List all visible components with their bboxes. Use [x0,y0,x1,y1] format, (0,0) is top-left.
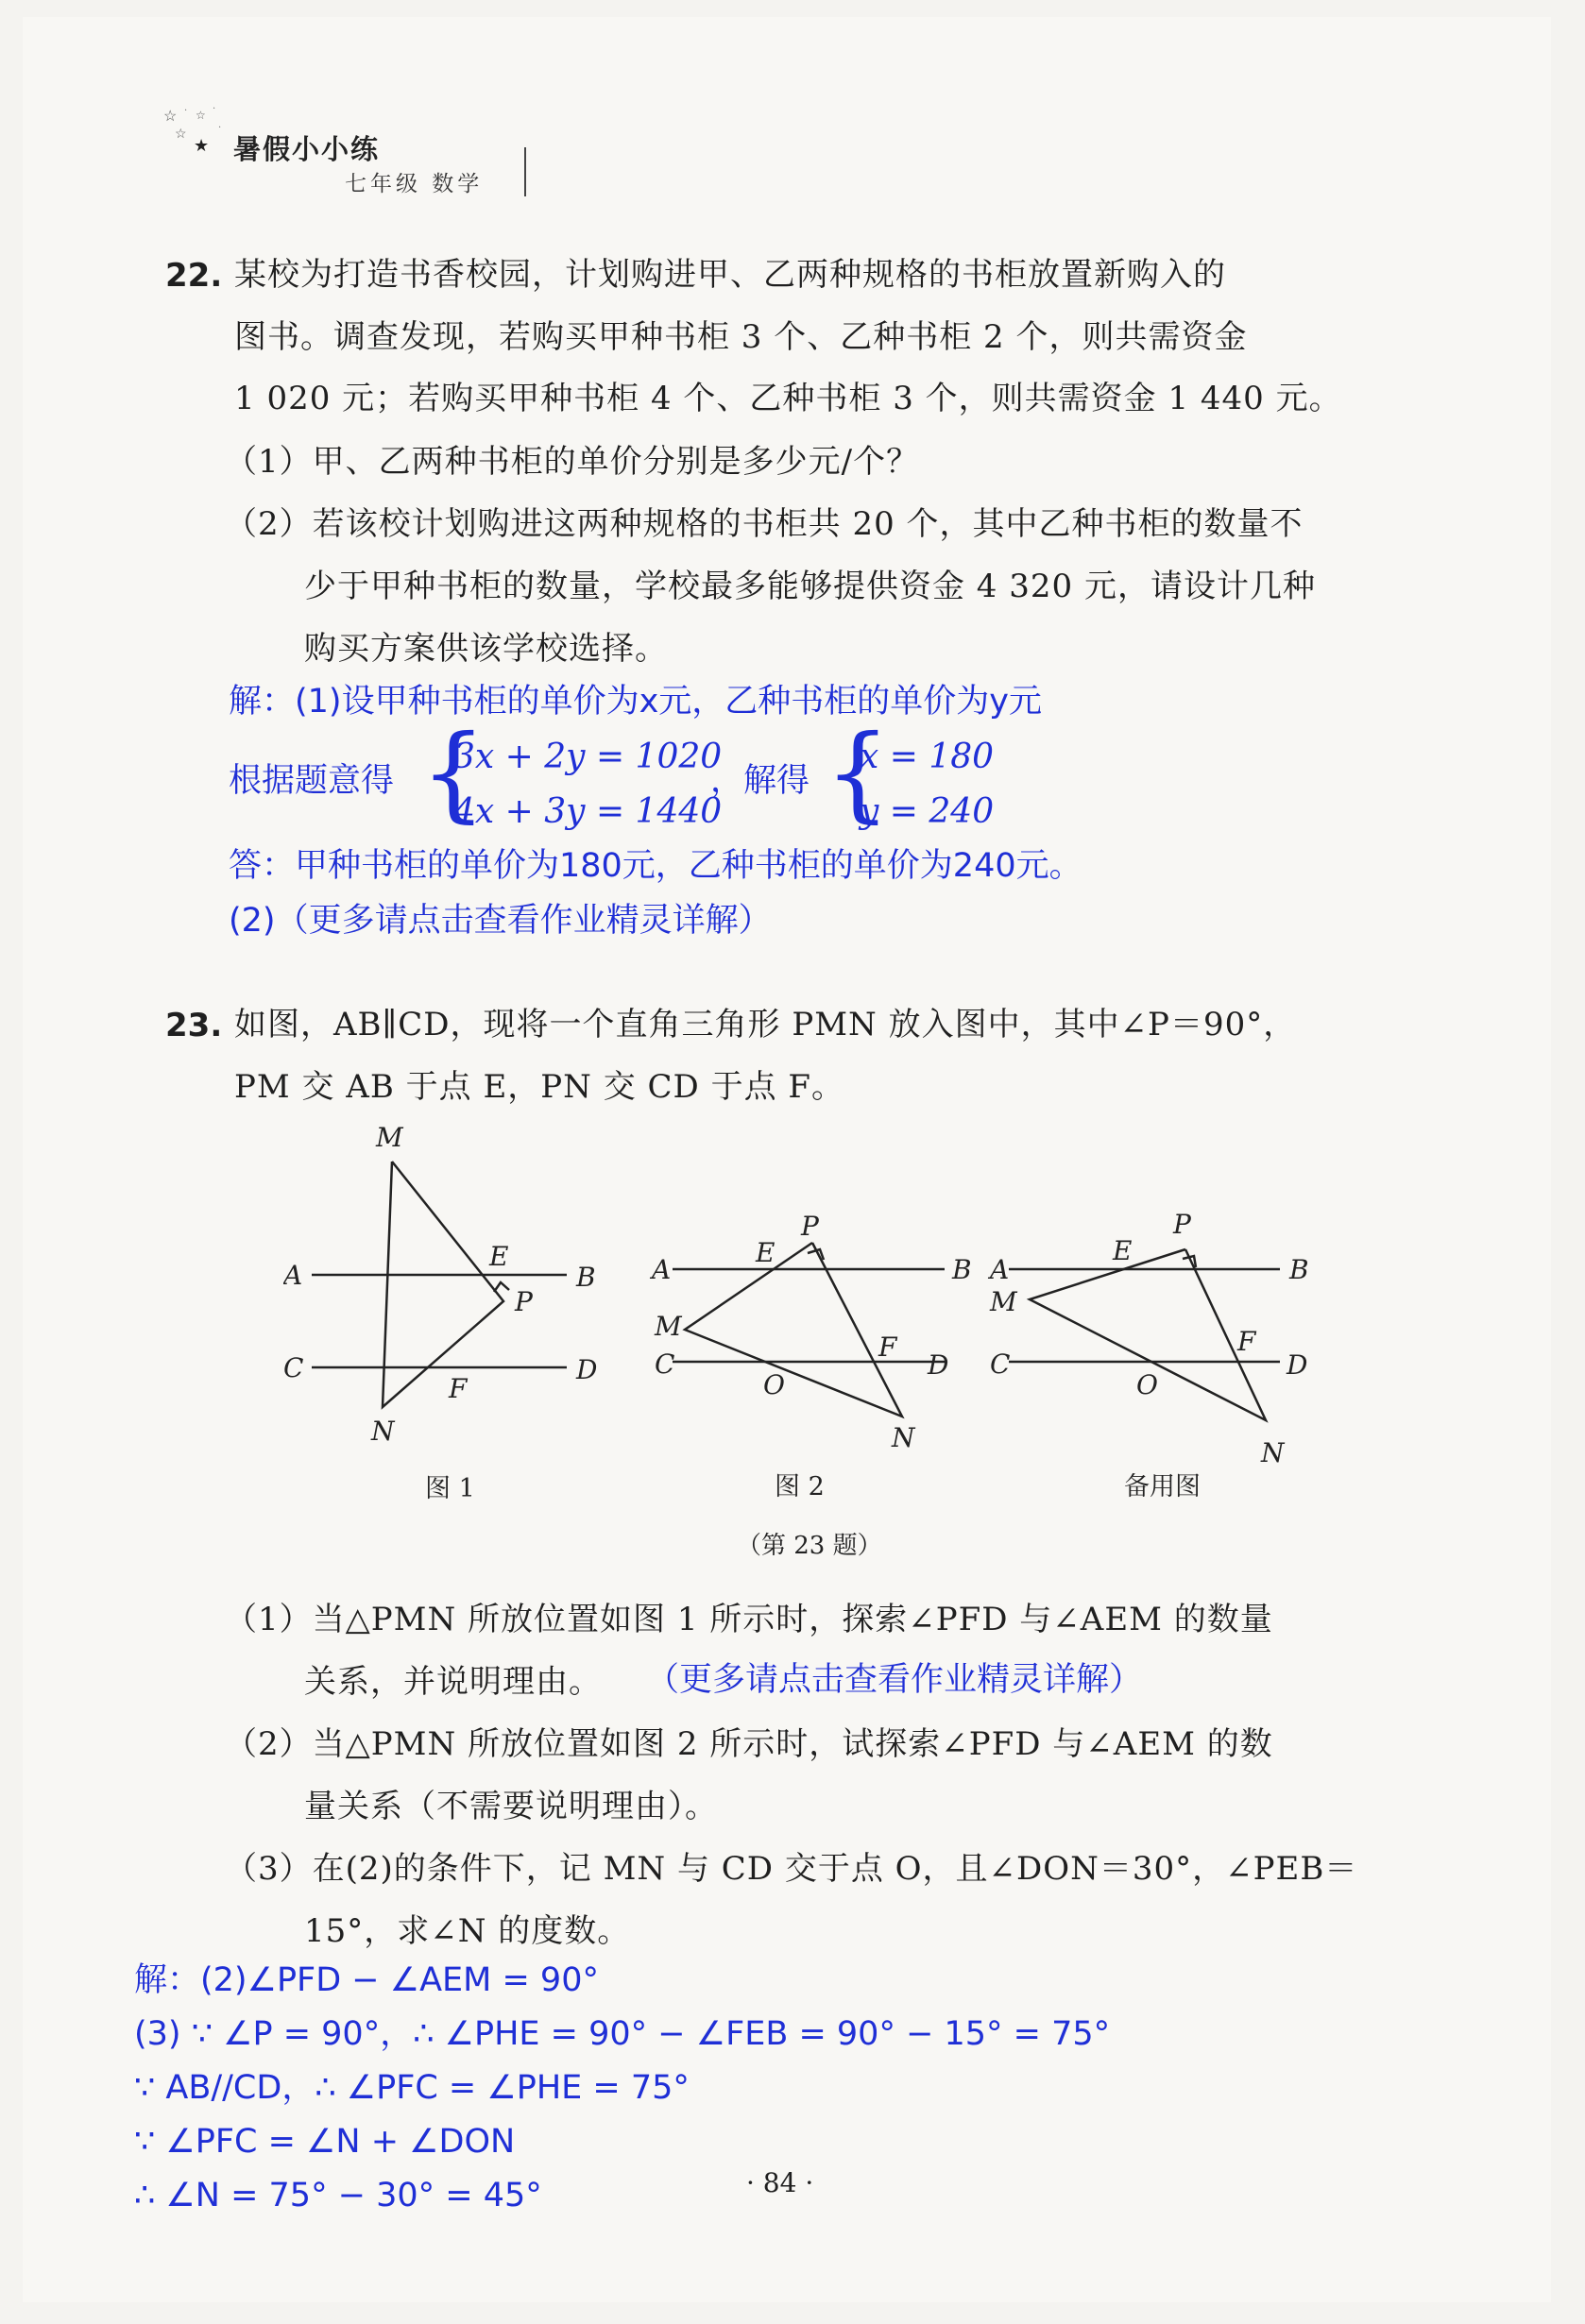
q23-figure [283,1114,1436,1586]
point-label: C [990,1349,1011,1380]
page-number: · 84 · [746,2167,814,2198]
q23-part-1: （1）当△PMN 所放位置如图 1 所示时，探索∠PFD 与∠AEM 的数量 [225,1601,1273,1638]
left-brace-icon: { [825,712,891,833]
right-angle-mark [494,1282,509,1292]
figure-label: 备用图 [1124,1472,1201,1501]
q22-part-2: （2）若该校计划购进这两种规格的书柜共 20 个，其中乙种书柜的数量不 [225,505,1304,543]
svg-text:·: · [184,106,188,116]
point-label: E [1113,1235,1133,1266]
figure-label: 图 2 [775,1472,825,1501]
point-label: O [763,1369,785,1400]
point-label: D [1287,1349,1308,1381]
point-label: F [449,1373,468,1404]
point-label: N [371,1416,395,1447]
equation: 3x + 2y = 1020 [453,738,723,776]
q22-solution-prefix: 根据题意得 [229,762,395,800]
q22-line: 某校为打造书香校园，计划购进甲、乙两种规格的书柜放置新购入的 [234,256,1226,294]
q23-solution-line: ∵ ∠PFC = ∠N + ∠DON [134,2123,516,2161]
point-label: F [1237,1326,1256,1357]
book-title: 暑假小小练 [233,133,381,165]
q22-part-1: （1）甲、乙两种书柜的单价分别是多少元/个？ [225,443,920,481]
point-label: A [283,1260,303,1291]
q23-more-link[interactable]: （更多请点击查看作业精灵详解） [646,1661,1143,1699]
header-divider [524,147,526,196]
svg-text:☆: ☆ [175,127,187,142]
point-label: B [952,1254,972,1285]
q22-solution-line: 解：(1)设甲种书柜的单价为x元，乙种书柜的单价为y元 [229,683,1043,721]
q22-solution-middle: ，解得 [710,762,810,800]
q23-line: 如图，AB∥CD，现将一个直角三角形 PMN 放入图中，其中∠P＝90°， [234,1006,1297,1043]
point-label: O [1136,1369,1158,1400]
point-label: P [801,1211,819,1242]
q23-line: 关系，并说明理由。 [304,1663,602,1701]
q23-solution-line: (3) ∵ ∠P = 90°，∴ ∠PHE = 90° − ∠FEB = 90° − 15° = 75° [134,2015,1111,2053]
q23-number: 23. [165,1007,223,1044]
svg-text:·: · [218,123,222,133]
point-label: P [1173,1209,1191,1240]
q22-number: 22. [165,257,223,295]
q23-solution-line: ∴ ∠N = 75° − 30° = 45° [134,2177,542,2214]
q22-line: 1 020 元；若购买甲种书柜 4 个、乙种书柜 3 个，则共需资金 1 440 元。 [234,380,1342,417]
q23-line: PM 交 AB 于点 E，PN 交 CD 于点 F。 [234,1068,845,1106]
point-label: E [489,1241,509,1272]
q23-part-2: （2）当△PMN 所放位置如图 2 所示时，试探索∠PFD 与∠AEM 的数 [225,1725,1273,1763]
q22-more-link[interactable]: (2)（更多请点击查看作业精灵详解） [229,902,772,940]
figure-caption: （第 23 题） [737,1532,882,1560]
point-label: N [1261,1437,1285,1468]
figure-label: 图 1 [425,1474,475,1503]
left-brace-icon: { [420,712,486,833]
q23-line: 量关系（不需要说明理由）。 [304,1788,718,1825]
point-label: M [990,1286,1017,1317]
q23-line: 15°，求∠N 的度数。 [304,1912,631,1950]
point-label: N [892,1422,915,1453]
equation: 4x + 3y = 1440 [453,792,723,831]
point-label: B [1289,1254,1309,1285]
geometry-diagram [283,1114,1436,1586]
point-label: A [990,1254,1010,1285]
point-label: M [376,1122,403,1153]
svg-text:☆: ☆ [163,107,178,125]
q23-part-3: （3）在(2)的条件下，记 MN 与 CD 交于点 O，且∠DON＝30°，∠PEB＝ [225,1850,1358,1888]
q22-line: 购买方案供该学校选择。 [304,630,668,668]
equation: x = 180 [860,738,995,776]
point-label: C [655,1349,675,1380]
q22-line: 少于甲种书柜的数量，学校最多能够提供资金 4 320 元，请设计几种 [304,568,1316,605]
point-label: E [756,1237,775,1268]
point-label: M [655,1311,682,1342]
point-label: C [283,1352,304,1383]
point-label: F [878,1332,897,1363]
svg-text:★: ★ [194,136,210,156]
equation: y = 240 [860,792,995,831]
q22-line: 图书。调查发现，若购买甲种书柜 3 个、乙种书柜 2 个，则共需资金 [234,318,1248,356]
point-label: P [515,1286,533,1317]
point-label: D [576,1354,598,1385]
point-label: D [928,1349,949,1381]
q23-solution-line: 解：(2)∠PFD − ∠AEM = 90° [134,1961,599,1999]
book-subtitle: 七年级 数学 [345,172,484,196]
point-label: A [652,1254,672,1285]
triangle-pmn [383,1162,503,1407]
point-label: B [576,1262,596,1293]
svg-text:·: · [213,104,216,114]
q22-answer: 答：甲种书柜的单价为180元，乙种书柜的单价为240元。 [229,847,1082,885]
svg-text:☆: ☆ [196,109,206,122]
book-header [156,102,534,196]
q23-solution-line: ∵ AB//CD，∴ ∠PFC = ∠PHE = 75° [134,2069,690,2107]
